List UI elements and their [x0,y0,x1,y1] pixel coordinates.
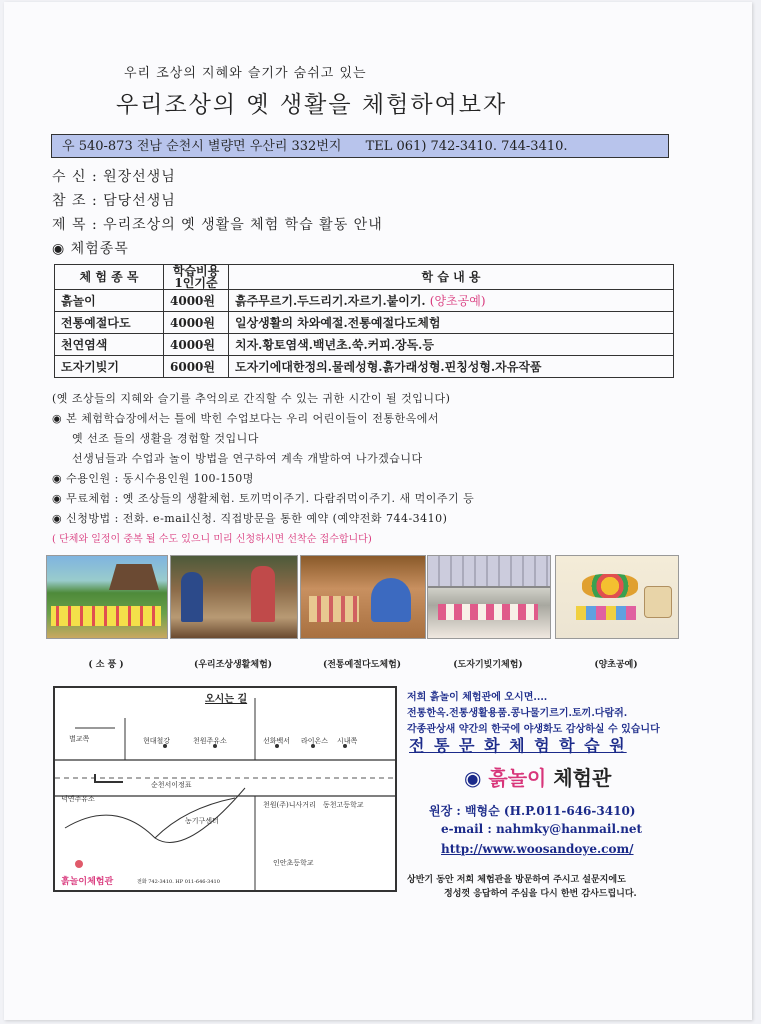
table-cell-item: 천연염색 [55,334,164,356]
map-label: 천원(주)니사거리 [263,801,316,809]
table-row [55,290,674,312]
note-line: ◉ 신청방법 : 전화. e-mail신청. 직접방문을 통한 예약 (예약전화 744-3410) [52,510,447,526]
note-line: 옛 선조 들의 생활을 경험할 것입니다 [72,432,259,445]
intro-line: 저희 흙놀이 체험관에 오시면.... [407,692,548,703]
warning-note: ( 단체와 일정이 중복 될 수도 있으니 미리 신청하시면 선착순 접수합니다) [52,534,372,545]
note-line: ◉ 수용인원 : 동시수용인원 100-150명 [52,470,254,486]
table-cell-item: 흙놀이 [55,290,164,312]
map-label: 천원주유소 [193,737,227,745]
address-bar [51,134,669,158]
intro-line: 전통한옥.전통생활용품.콩나물기르기.토끼.다람쥐. [407,708,628,719]
map-label: 순천서이정표 [151,781,192,789]
bullet-icon: ◉ [464,766,482,790]
table-header-row [55,265,674,290]
director-info: 원장 : 백형순 (H.P.011-646-3410) [429,804,636,818]
table-cell-price: 6000원 [164,356,229,378]
map-footer: 전화 742-3410. HP 011-646-3410 [137,879,220,885]
content-text: 흙주무르기.두드리기.자르기.붙이기. [235,294,426,308]
tel-text: TEL 061) 742-3410. 744-3410. [365,139,568,154]
photo-caption: (양초공예) [594,660,638,670]
table-cell-content [229,290,674,312]
note-line: 선생님들과 수업과 놀이 방법을 연구하여 계속 개발하여 나가겠습니다 [72,452,423,465]
photo-picnic [46,555,168,639]
note-line: ◉ 무료체험 : 옛 조상들의 생활체험. 토끼먹이주기. 다람쥐먹이주기. 새 먹이주기 등 [52,490,474,506]
table-row [55,334,674,356]
table-row [55,312,674,334]
map-label: 선화백서 [263,737,291,745]
address-text: 우 540-873 전남 순천시 별량면 우산리 332번지 [62,139,342,154]
table-row [55,356,674,378]
map-title: 오시는 길 [205,694,248,705]
map-label: 라이온스 [301,737,329,745]
table-cell-content: 치자.황토염색.백년초.쑥.커피.장독.등 [229,334,674,356]
photo-tea-ceremony [300,555,426,639]
photo-caption: (전통예절다도체험) [322,660,402,670]
map-label: 덕연주유소 [61,795,95,803]
table-header: 학 습 내 용 [229,265,674,290]
photo-caption: (도자기빚기체험) [453,660,523,670]
thanks-line: 상반기 동안 저희 체험관을 방문하여 주시고 설문지에도 [407,875,626,885]
memo-to: 수 신 : 원장선생님 [52,169,176,185]
map-label: 별교쪽 [69,735,90,743]
map-label: 농기구센터 [185,817,219,825]
website-link[interactable]: http://www.woosandoye.com/ [441,842,634,856]
email-info: e-mail : nahmky@hanmail.net [441,822,643,836]
table-cell-content: 도자기에대한정의.물레성형.흙가래성형.핀칭성형.자유작품 [229,356,674,378]
brand-title [464,762,611,791]
brand-suffix: 체험관 [553,766,612,790]
note-line: (옛 조상들의 지혜와 슬기를 추억의로 간직할 수 있는 귀한 시간이 될 것입니다) [52,392,451,405]
table-cell-price: 4000원 [164,290,229,312]
table-cell-content: 일상생활의 차와예절.전통예절다도체험 [229,312,674,334]
photo-candle-craft [555,555,679,639]
subtitle: 우리 조상의 지혜와 슬기가 숨쉬고 있는 [124,66,367,81]
page-title: 우리조상의 옛 생활을 체험하여보자 [116,92,508,118]
school-name: 전 통 문 화 체 험 학 습 원 [409,736,627,755]
document-page [4,2,752,1020]
table-header: 체 험 종 목 [55,265,164,290]
map-label: 인안초등학교 [273,859,314,867]
brand-logo-text: 흙놀이 [488,766,547,790]
table-cell-price: 4000원 [164,312,229,334]
intro-line: 각종관상새 약간의 한국에 야생화도 감상하실 수 있습니다 [407,724,660,735]
content-extra: (양초공예) [429,294,486,308]
photo-caption: ( 소 풍 ) [88,660,124,670]
table-cell-price: 4000원 [164,334,229,356]
map-logo: 흙놀이체험관 [61,877,114,887]
memo-subject: 제 목 : 우리조상의 옛 생활을 체험 학습 활동 안내 [52,217,383,233]
thanks-line: 정성껏 응답하여 주심을 다시 한번 감사드립니다. [444,889,637,899]
map-label: 동천고등학교 [323,801,364,809]
map-label: 현대철강 [143,737,171,745]
note-line: ◉ 본 체험학습장에서는 틀에 박힌 수업보다는 우리 어린이들이 전통한옥에서 [52,410,439,426]
photo-life-experience [170,555,298,639]
map-label: 시내쪽 [337,737,358,745]
table-cell-item: 도자기빚기 [55,356,164,378]
directions-map [53,686,397,892]
experience-table [54,264,674,378]
section-heading: ◉ 체험종목 [52,241,129,257]
photo-caption: (우리조상생활체험) [193,660,273,670]
photo-pottery [427,555,551,639]
table-cell-item: 전통예절다도 [55,312,164,334]
memo-cc: 참 조 : 담당선생님 [52,193,176,209]
table-header: 학습비용 1인기준 [164,265,229,290]
